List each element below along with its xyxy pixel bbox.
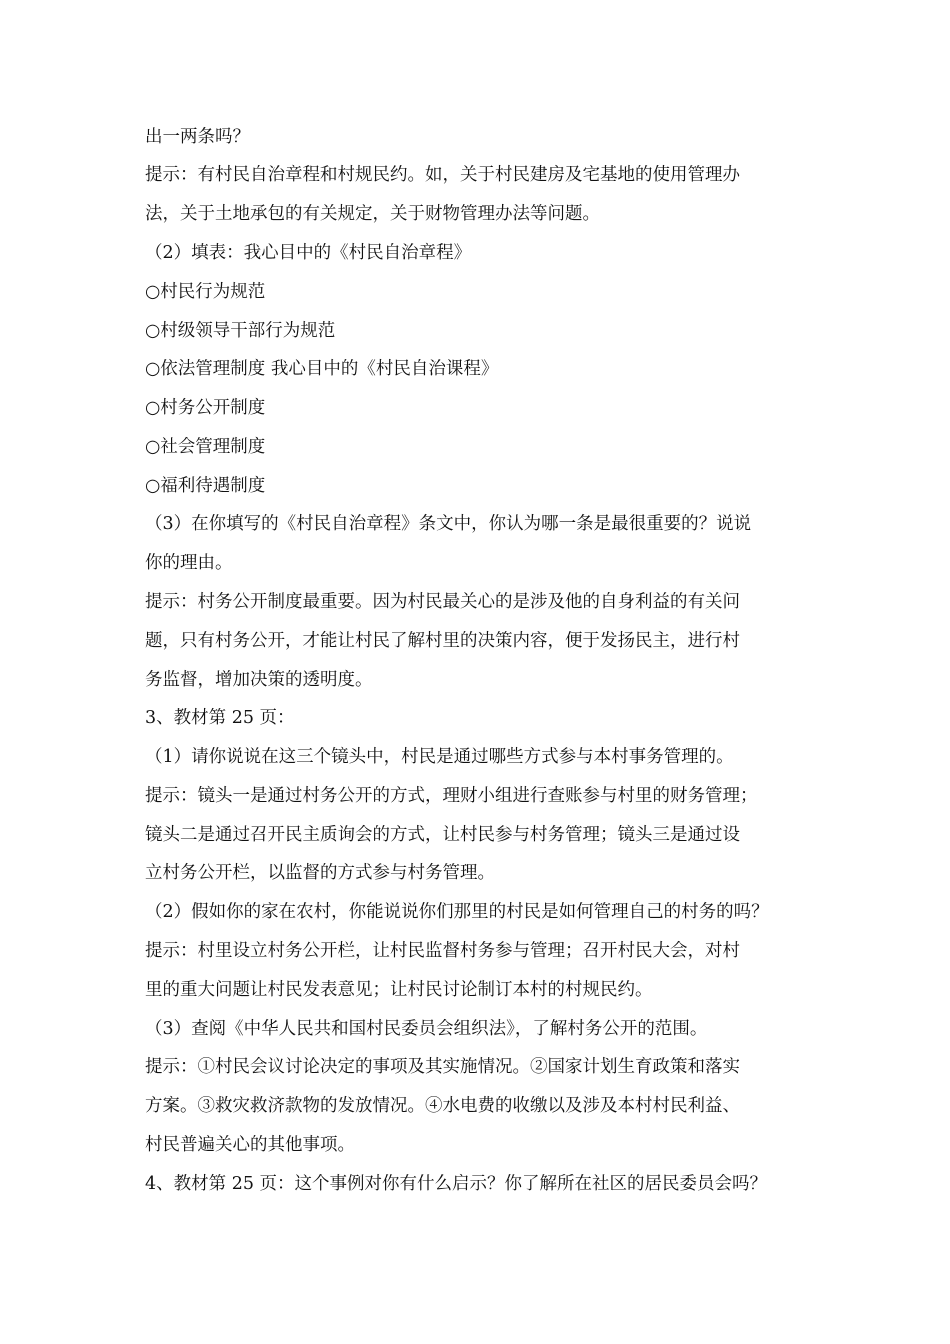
text-line: 立村务公开栏，以监督的方式参与村务管理。 xyxy=(145,863,495,883)
list-item: ○社会管理制度 xyxy=(145,437,266,457)
text-line: 提示：村务公开制度最重要。因为村民最关心的是涉及他的自身利益的有关问 xyxy=(145,592,740,612)
text-line: 法，关于土地承包的有关规定，关于财物管理办法等问题。 xyxy=(145,204,600,224)
text-line: 题，只有村务公开，才能让村民了解村里的决策内容，便于发扬民主，进行村 xyxy=(145,631,740,651)
list-item: ○依法管理制度 我心目中的《村民自治课程》 xyxy=(145,359,499,379)
text-line: 方案。③救灾救济款物的发放情况。④水电费的收缴以及涉及本村村民利益、 xyxy=(145,1096,740,1116)
text-line: 提示：有村民自治章程和村规民约。如，关于村民建房及宅基地的使用管理办 xyxy=(145,165,740,185)
text-line: 村民普遍关心的其他事项。 xyxy=(145,1135,355,1155)
text-line: 提示：镜头一是通过村务公开的方式，理财小组进行查账参与村里的财务管理； xyxy=(145,786,758,806)
text-line: （3）查阅《中华人民共和国村民委员会组织法》，了解村务公开的范围。 xyxy=(145,1019,708,1039)
text-line: （1）请你说说在这三个镜头中，村民是通过哪些方式参与本村事务管理的。 xyxy=(145,747,734,767)
section-heading: 3、教材第 25 页： xyxy=(145,708,295,728)
text-line: （2）假如你的家在农村，你能说说你们那里的村民是如何管理自己的村务的吗？ xyxy=(145,902,769,922)
text-line: 提示：①村民会议讨论决定的事项及其实施情况。②国家计划生育政策和落实 xyxy=(145,1057,740,1077)
list-item: ○福利待遇制度 xyxy=(145,476,266,496)
list-item: ○村务公开制度 xyxy=(145,398,266,418)
text-line: 你的理由。 xyxy=(145,553,233,573)
list-item: ○村级领导干部行为规范 xyxy=(145,321,336,341)
text-line: 镜头二是通过召开民主质询会的方式，让村民参与村务管理；镜头三是通过设 xyxy=(145,825,740,845)
list-item: ○村民行为规范 xyxy=(145,282,266,302)
section-heading: 4、教材第 25 页：这个事例对你有什么启示？你了解所在社区的居民委员会吗？ xyxy=(145,1174,768,1194)
text-line: 出一两条吗？ xyxy=(145,127,250,147)
text-line: （2）填表：我心目中的《村民自治章程》 xyxy=(145,243,472,263)
text-line: 务监督，增加决策的透明度。 xyxy=(145,670,373,690)
text-line: 提示：村里设立村务公开栏，让村民监督村务参与管理；召开村民大会，对村 xyxy=(145,941,740,961)
text-line: （3）在你填写的《村民自治章程》条文中，你认为哪一条是最很重要的？说说 xyxy=(145,514,752,534)
text-line: 里的重大问题让村民发表意见；让村民讨论制订本村的村规民约。 xyxy=(145,980,653,1000)
